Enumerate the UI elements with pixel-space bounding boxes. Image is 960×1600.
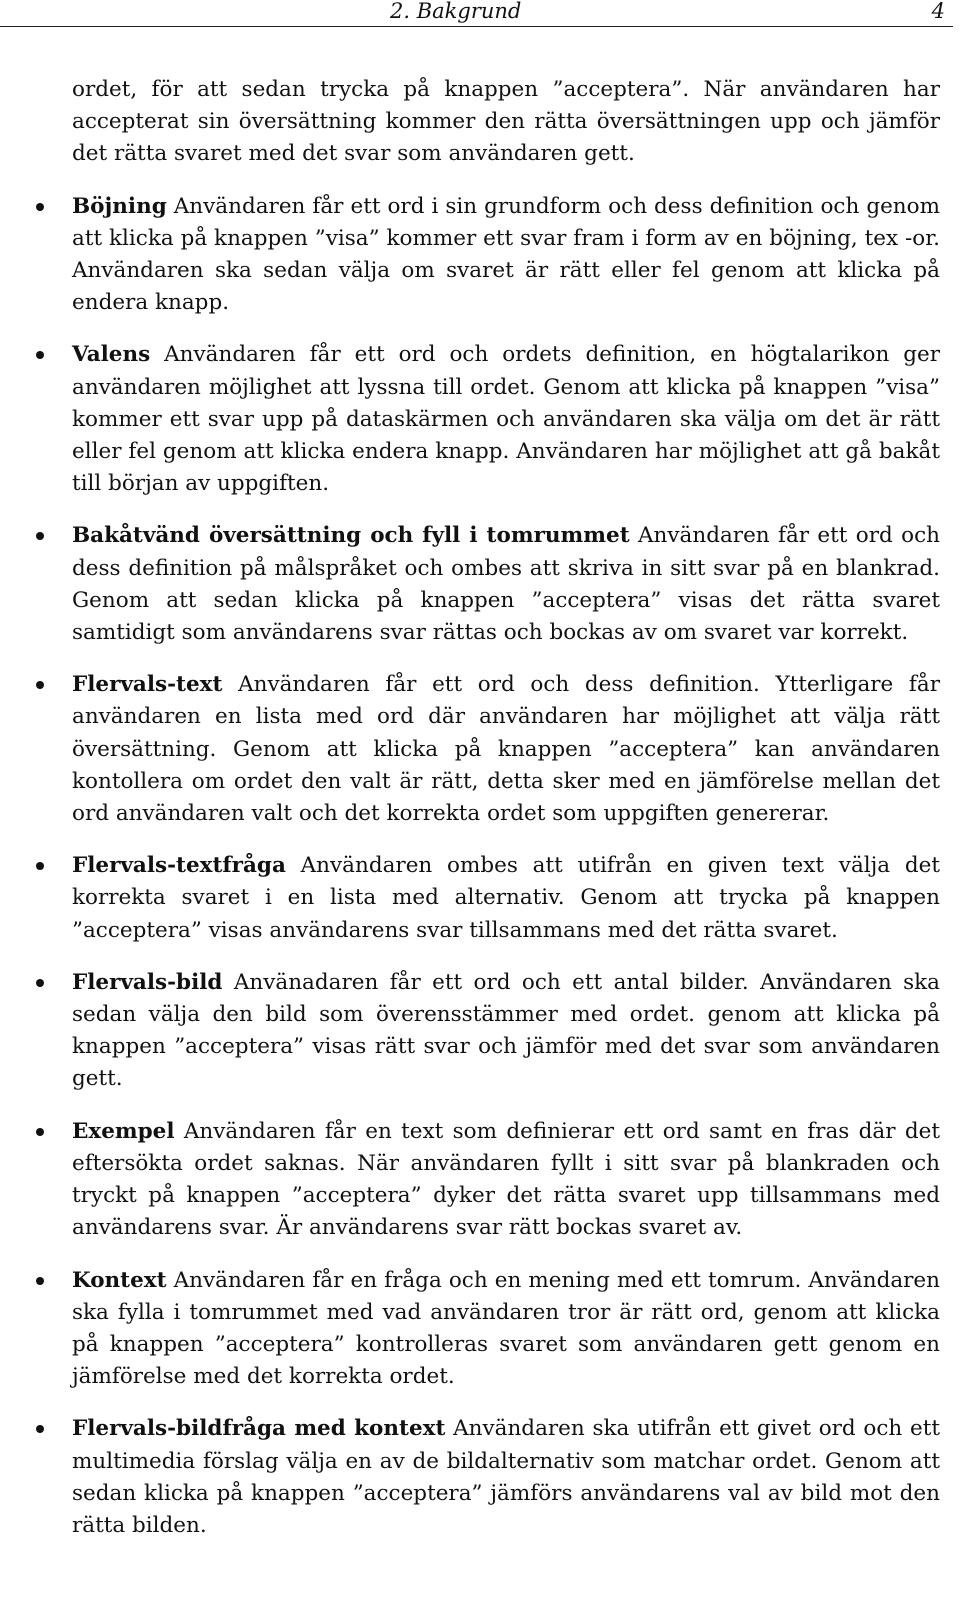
item-term: Valens	[72, 342, 151, 368]
item-term: Flervals-bildfråga med kontext	[72, 1416, 446, 1442]
item-term: Bakåtvänd översättning och fyll i tomrummet	[72, 523, 630, 549]
bullet-icon	[36, 681, 44, 689]
item-description: Användaren får ett ord och ordets definition, en högtalarikon ger användaren möjlighet att lyssna till ordet. Genom att klicka på knappen ”visa” kommer ett svar upp på dataskärmen och användaren ska välja om det är rätt eller fel genom att klicka endera knapp. Användaren har möjlighet att gå bakåt till början av uppgiften.	[72, 342, 940, 497]
bullet-icon	[36, 532, 44, 540]
list-item	[72, 1265, 940, 1394]
item-description: Användaren ombes att utifrån en given text välja det korrekta svaret i en lista med alternativ. Genom att trycka på knappen ”acceptera” visas användarens svar tillsammans med det rätta svaret.	[72, 853, 940, 943]
item-term: Böjning	[72, 193, 167, 219]
item-description: Använadaren får ett ord och ett antal bilder. Användaren ska sedan välja den bild som överensstämmer med ordet. genom att klicka på knappen ”acceptera” visas rätt svar och jämför med det svar som användaren gett.	[72, 969, 940, 1092]
item-term: Flervals-text	[72, 672, 223, 698]
list-item	[72, 1116, 940, 1245]
bullet-icon	[36, 862, 44, 870]
item-term: Flervals-textfråga	[72, 853, 286, 879]
bullet-icon	[36, 1425, 44, 1433]
list-item	[72, 669, 940, 830]
page-body	[72, 74, 940, 1542]
item-description: Användaren får ett ord och dess definition. Ytterligare får användaren en lista med ord där användaren har möjlighet att välja rätt översättning. Genom att klicka på knappen ”acceptera” kan användaren kontollera om ordet den valt är rätt, detta sker med en jämförelse mellan det ord användaren valt och det korrekta ordet som uppgiften genererar.	[72, 672, 940, 827]
intro-paragraph: ordet, för att sedan trycka på knappen ”acceptera”. När användaren har accepterat sin översättning kommer den rätta översättningen upp och jämför det rätta svaret med det svar som användaren gett.	[72, 77, 940, 167]
list-item	[72, 1413, 940, 1542]
bullet-icon	[36, 351, 44, 359]
page-header	[0, 0, 953, 27]
bullet-icon	[36, 1128, 44, 1136]
item-description: Användaren får en fråga och en mening med ett tomrum. Användaren ska fylla i tomrummet med vad användaren tror är rätt ord, genom att klicka på knappen ”acceptera” kontrolleras svaret som användaren gett genom en jämförelse med det korrekta ordet.	[72, 1267, 940, 1390]
item-description: Användaren får ett ord och dess definition på målspråket och ombes att skriva in sitt svar på en blankrad. Genom att sedan klicka på knappen ”acceptera” visas det rätta svaret samtidigt som användarens svar rättas och bockas av om svaret var korrekt.	[72, 523, 940, 646]
item-term: Kontext	[72, 1267, 167, 1293]
item-term: Flervals-bild	[72, 969, 223, 995]
list-item	[72, 191, 940, 320]
item-description: Användaren får en text som definierar ett ord samt en fras där det eftersökta ordet saknas. När användaren fyllt i sitt svar på blankraden och tryckt på knappen ”acceptera” dyker det rätta svaret upp tillsammans med användarens svar. Är användarens svar rätt bockas svaret av.	[72, 1118, 940, 1241]
list-item	[72, 850, 940, 947]
list-item	[72, 520, 940, 649]
bullet-icon	[36, 203, 44, 211]
bullet-icon	[36, 1277, 44, 1285]
item-term: Exempel	[72, 1118, 175, 1144]
chapter-title: 2. Bakgrund	[390, 0, 522, 23]
page-number: 4	[931, 0, 945, 23]
exercise-type-list	[72, 191, 940, 1543]
bullet-icon	[36, 979, 44, 987]
list-item	[72, 967, 940, 1096]
list-item	[72, 339, 940, 500]
item-description: Användaren får ett ord i sin grundform och dess definition och genom att klicka på knappen ”visa” kommer ett svar fram i form av en böjning, tex -or. Användaren ska sedan välja om svaret är rätt eller fel genom att klicka på endera knapp.	[72, 193, 940, 316]
item-description: Användaren ska utifrån ett givet ord och ett multimedia förslag välja en av de bildalternativ som matchar ordet. Genom att sedan klicka på knappen ”acceptera” jämförs användarens val av bild mot den rätta bilden.	[72, 1416, 940, 1538]
